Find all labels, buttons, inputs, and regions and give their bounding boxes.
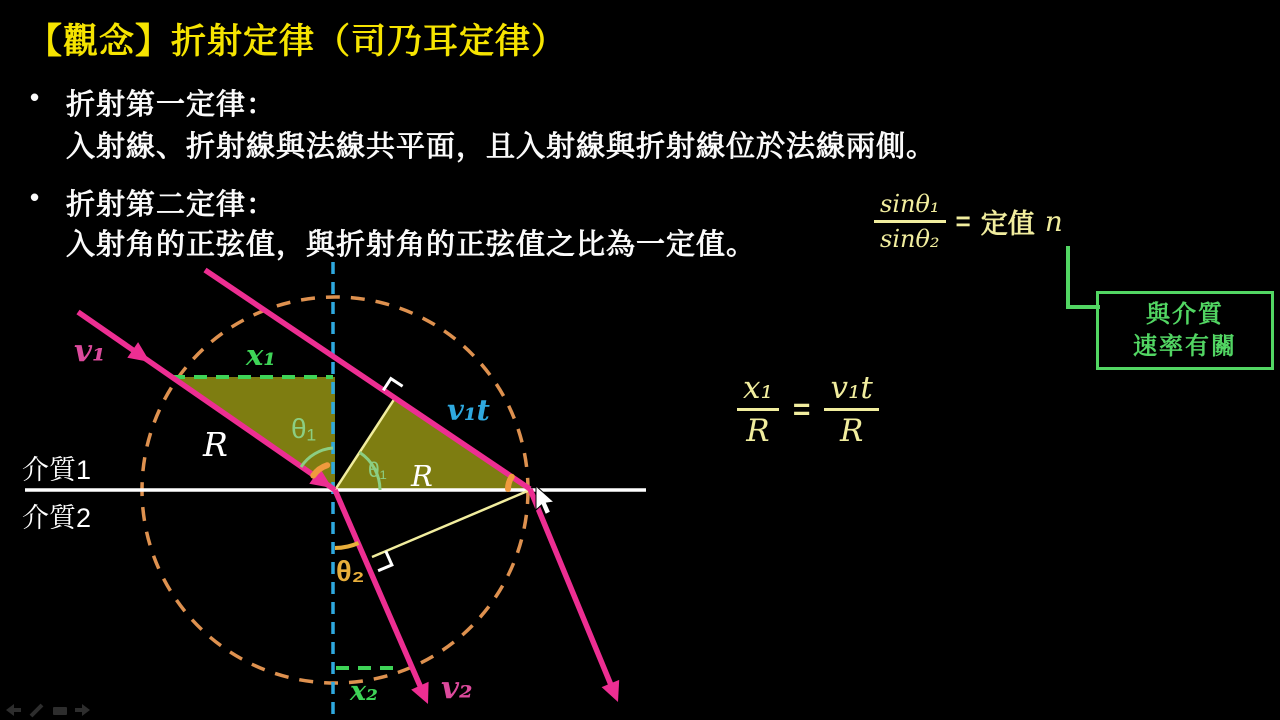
toolbar	[6, 703, 96, 719]
forward-arrow-icon[interactable]	[75, 704, 90, 716]
x1-over-r-fraction	[737, 370, 779, 449]
r-denominator-2: R	[839, 413, 864, 449]
slide-rectangle-icon[interactable]	[53, 707, 67, 715]
label-theta1-left: θ₁	[291, 413, 317, 444]
wavefront-cd-line	[372, 490, 530, 557]
sine-numerator: sinθ₁	[874, 190, 946, 223]
refraction-diagram	[0, 250, 660, 720]
label-medium1: 介質1	[22, 455, 92, 485]
label-theta2: θ₂	[336, 556, 365, 588]
bullet-1-heading: 折射第一定律：	[66, 89, 277, 121]
sine-denominator: sinθ₂	[880, 225, 940, 253]
bullet-1-body: 入射線、折射線與法線共平面，且入射線與折射線位於法線兩側。	[66, 131, 937, 163]
v1t-over-r-fraction	[824, 370, 878, 449]
ratio-formula	[737, 370, 879, 449]
label-v1: v₁	[74, 333, 106, 369]
snell-law-formula	[874, 190, 1063, 253]
label-theta1-right: θ₁	[368, 459, 387, 482]
equals-sign: =	[792, 392, 811, 426]
label-r-left: R	[203, 425, 228, 464]
label-v2: v₂	[441, 670, 473, 706]
bullet-2	[30, 182, 276, 223]
theta2-arc	[335, 543, 359, 548]
bullet-marker: •	[30, 82, 41, 112]
bullet-2-heading: 折射第二定律：	[66, 189, 277, 221]
index-n-variable: n	[1044, 205, 1063, 238]
sine-ratio-fraction	[874, 190, 946, 253]
pen-icon[interactable]	[31, 705, 42, 716]
right-angle-marker-b	[383, 379, 402, 391]
label-x2: x₂	[350, 676, 378, 707]
back-arrow-icon[interactable]	[6, 704, 21, 716]
label-r-right: R	[411, 459, 433, 493]
constant-text: 定值	[980, 209, 1035, 239]
label-v1t: v₁t	[447, 393, 490, 427]
bullet-1	[30, 82, 276, 123]
note-line-2: 速率有關	[1133, 332, 1237, 360]
v1t-numerator: v₁t	[824, 370, 878, 411]
equals-sign: =	[955, 206, 971, 236]
refracted-ray-1	[335, 490, 421, 688]
r-denominator: R	[746, 413, 770, 449]
label-medium2: 介質2	[22, 503, 92, 533]
note-line-1: 與介質	[1146, 300, 1224, 328]
incident-ray-1-mid-arrowhead	[127, 342, 150, 362]
note-connector-bracket	[1066, 246, 1100, 309]
note-box	[1096, 291, 1274, 370]
bullet-2-body: 入射角的正弦值，與折射角的正弦值之比為一定值。	[66, 229, 757, 261]
label-x1: x₁	[246, 338, 276, 372]
refracted-ray-2	[530, 489, 611, 685]
x1-numerator: x₁	[737, 370, 779, 411]
bullet-marker: •	[30, 182, 41, 212]
page-title: 【觀念】折射定律（司乃耳定律）	[27, 22, 568, 61]
